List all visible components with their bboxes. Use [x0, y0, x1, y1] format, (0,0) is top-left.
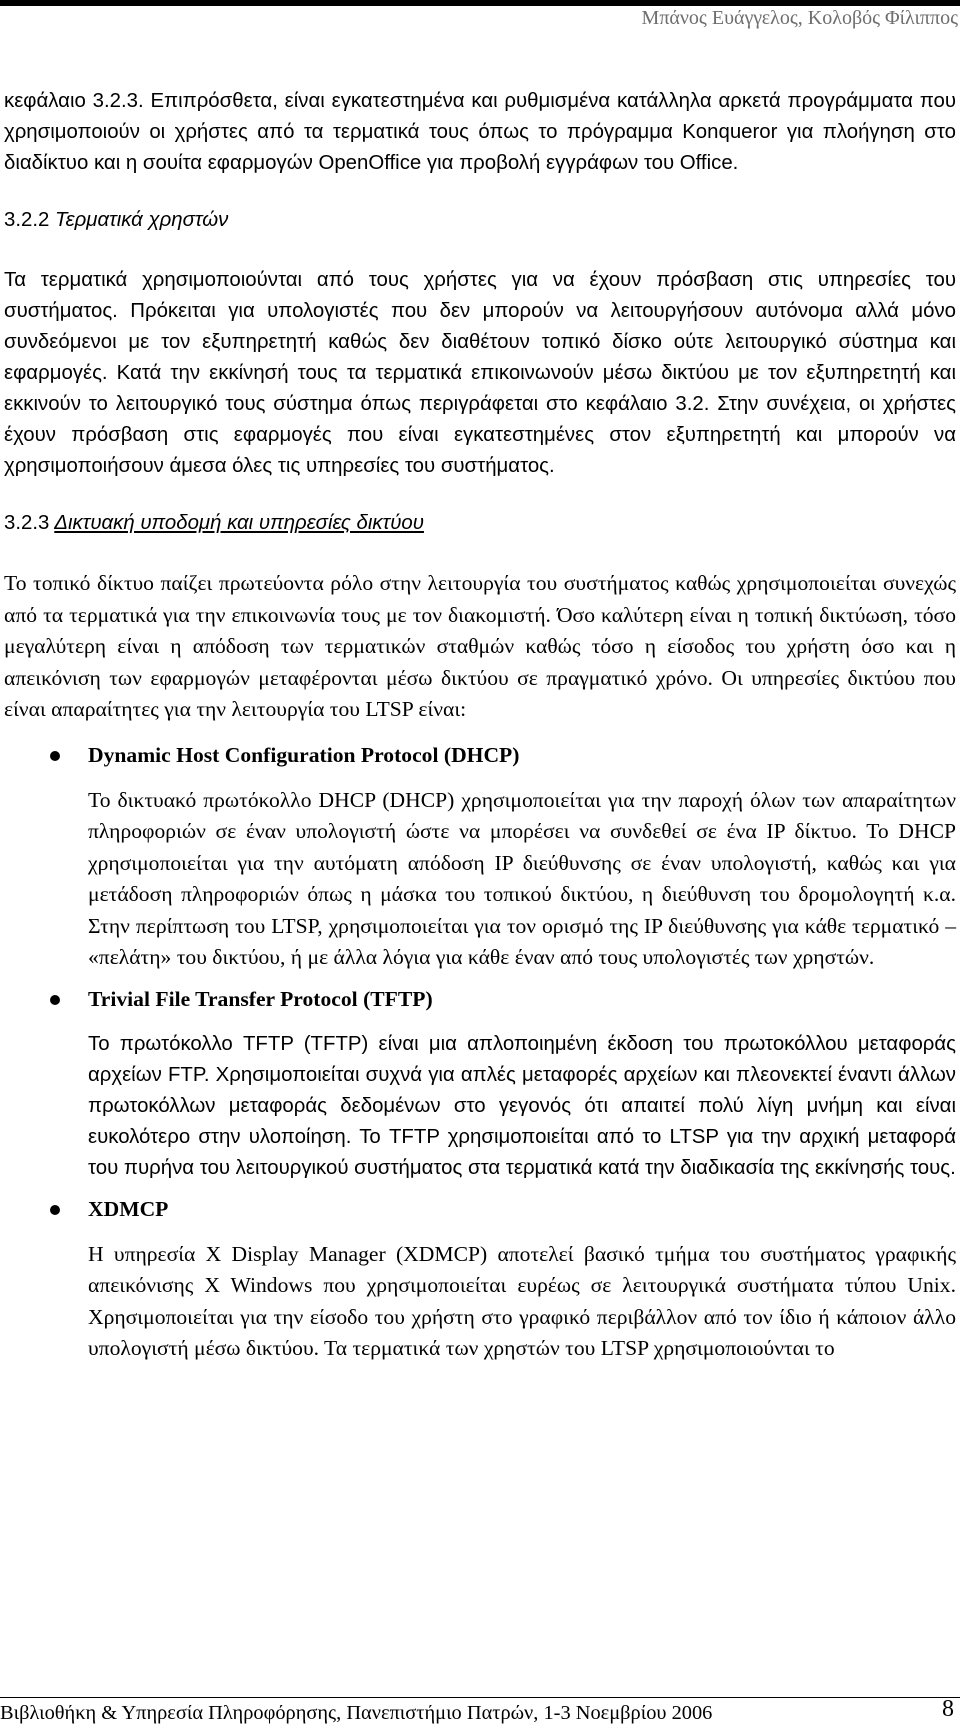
header-author: Μπάνος Ευάγγελος, Κολοβός Φίλιππος [641, 7, 958, 29]
list-item-xdmcp [4, 1194, 956, 1365]
service-description: Το πρωτόκολλο TFTP (TFTP) είναι μια απλοποιημένη έκδοση του πρωτοκόλλου μεταφοράς αρχείων FTP. Χρησιμοποιείται συχνά για απλές μεταφορές αρχείων και πλεονεκτεί έναντι άλλων πρωτοκόλλων μεταφοράς δεδομένων στο γεγονός ότι απαιτεί πολύ λίγη μνήμη και είναι ευκολότερο στην υλοποίηση. Το TFTP χρησιμοποιείται από το LTSP για την αρχική μεταφορά του πυρήνα του λειτουργικού συστήματος στα τερματικά κατά την διαδικασία της εκκίνησής τους. [88, 1032, 956, 1179]
list-item-dhcp [4, 740, 956, 974]
section-heading-3-2-2 [4, 205, 956, 236]
services-list [4, 740, 956, 1365]
service-description: Η υπηρεσία X Display Manager (XDMCP) αποτελεί βασικό τμήμα του συστήματος γραφικής απεικόνισης X Windows που χρησιμοποιείται ευρέως σε λειτουργικά συστήματα τύπου Unix. Χρησιμοποιείται για την είσοδο του χρήστη στο γραφικό περιβάλλον από τον ίδιο ή κάποιον άλλο υπολογιστή μέσω δικτύου. Τα τερματικά των χρηστών του LTSP χρησιμοποιούνται το [88, 1241, 956, 1360]
section-heading-3-2-3 [4, 508, 956, 539]
list-item-tftp [4, 984, 956, 1184]
bullet-icon [50, 995, 60, 1005]
section-title: Τερματικά χρηστών [55, 209, 229, 231]
service-title: XDMCP [88, 1196, 169, 1221]
service-description: Το δικτυακό πρωτόκολλο DHCP (DHCP) χρησιμοποιείται για την παροχή όλων των απαραίτητων πληροφοριών σε έναν υπολογιστή ώστε να μπορέσει να συνδεθεί σε ένα IP δίκτυο. Το DHCP χρησιμοποιείται για την αυτόματη απόδοση IP διεύθυνσης σε έναν υπολογιστή, καθώς και για μετάδοση πληροφοριών όπως η μάσκα του τοπικού δικτύου, η διεύθυνση του δρομολογητή κ.α. Στην περίπτωση του LTSP, χρησιμοποιείται για τον ορισμό της IP διεύθυνσης για κάθε τερματικό – «πελάτη» του δικτύου, ή με άλλα λόγια για κάθε έναν από τους υπολογιστές των χρηστών. [88, 787, 956, 969]
section-number: 3.2.2 [4, 209, 50, 231]
section-paragraph-3-2-2: Τα τερματικά χρησιμοποιούνται από τους χρήστες για να έχουν πρόσβαση στις υπηρεσίες του συστήματος. Πρόκειται για υπολογιστές που δεν μπορούν να λειτουργήσουν αυτόνομα αλλά μόνο συνδεόμενοι με τον εξυπηρετητή καθώς δεν διαθέτουν τοπικό δίσκο ούτε λειτουργικό σύστημα και εφαρμογές. Κατά την εκκίνησή τους τα τερματικά επικοινωνούν μέσω δικτύου με τον εξυπηρετητή και εκκινούν το λειτουργικό τους σύστημα όπως περιγράφεται στο κεφάλαιο 3.2. Στην συνέχεια, οι χρήστες έχουν πρόσβαση στις εφαρμογές που είναι εγκατεστημένες στον εξυπηρετητή και μπορούν να χρησιμοποιήσουν άμεσα όλες τις υπηρεσίες του συστήματος. [4, 269, 956, 477]
section-number: 3.2.3 [4, 512, 50, 534]
service-title: Trivial File Transfer Protocol (TFTP) [88, 986, 433, 1011]
footer-rule [0, 1697, 960, 1698]
service-title: Dynamic Host Configuration Protocol (DHCP) [88, 742, 520, 767]
section-paragraph-3-2-3: Το τοπικό δίκτυο παίζει πρωτεύοντα ρόλο στην λειτουργία του συστήματος καθώς χρησιμοποιείται συνεχώς από τα τερματικά για την επικοινωνία τους με τον διακομιστή. Όσο καλύτερη είναι η τοπική δικτύωση, τόσο μεγαλύτερη είναι η απόδοση των τερματικών σταθμών καθώς τόσο η είσοδος του χρήστη όσο και η απεικόνιση των εφαρμογών μεταφέρονται μέσω δικτύου σε πραγματικό χρόνο. Οι υπηρεσίες δικτύου που είναι απαραίτητες για την λειτουργία του LTSP είναι: [4, 571, 956, 721]
header-rule [0, 0, 960, 6]
footer-text: Βιβλιοθήκη & Υπηρεσία Πληροφόρησης, Πανεπιστήμιο Πατρών, 1-3 Νοεμβρίου 2006 [0, 1702, 713, 1724]
page-number: 8 [942, 1696, 954, 1722]
bullet-icon [50, 1205, 60, 1215]
bullet-icon [50, 751, 60, 761]
intro-paragraph: κεφάλαιο 3.2.3. Επιπρόσθετα, είναι εγκατεστημένα και ρυθμισμένα κατάλληλα αρκετά προγράμματα που χρησιμοποιούν οι χρήστες από τα τερματικά τους όπως το πρόγραμμα Konqueror για πλοήγηση στο διαδίκτυο και η σουίτα εφαρμογών OpenOffice για προβολή εγγράφων του Office. [4, 90, 956, 174]
section-title: Δικτυακή υποδομή και υπηρεσίες δικτύου [54, 512, 424, 534]
document-body [4, 86, 956, 1365]
